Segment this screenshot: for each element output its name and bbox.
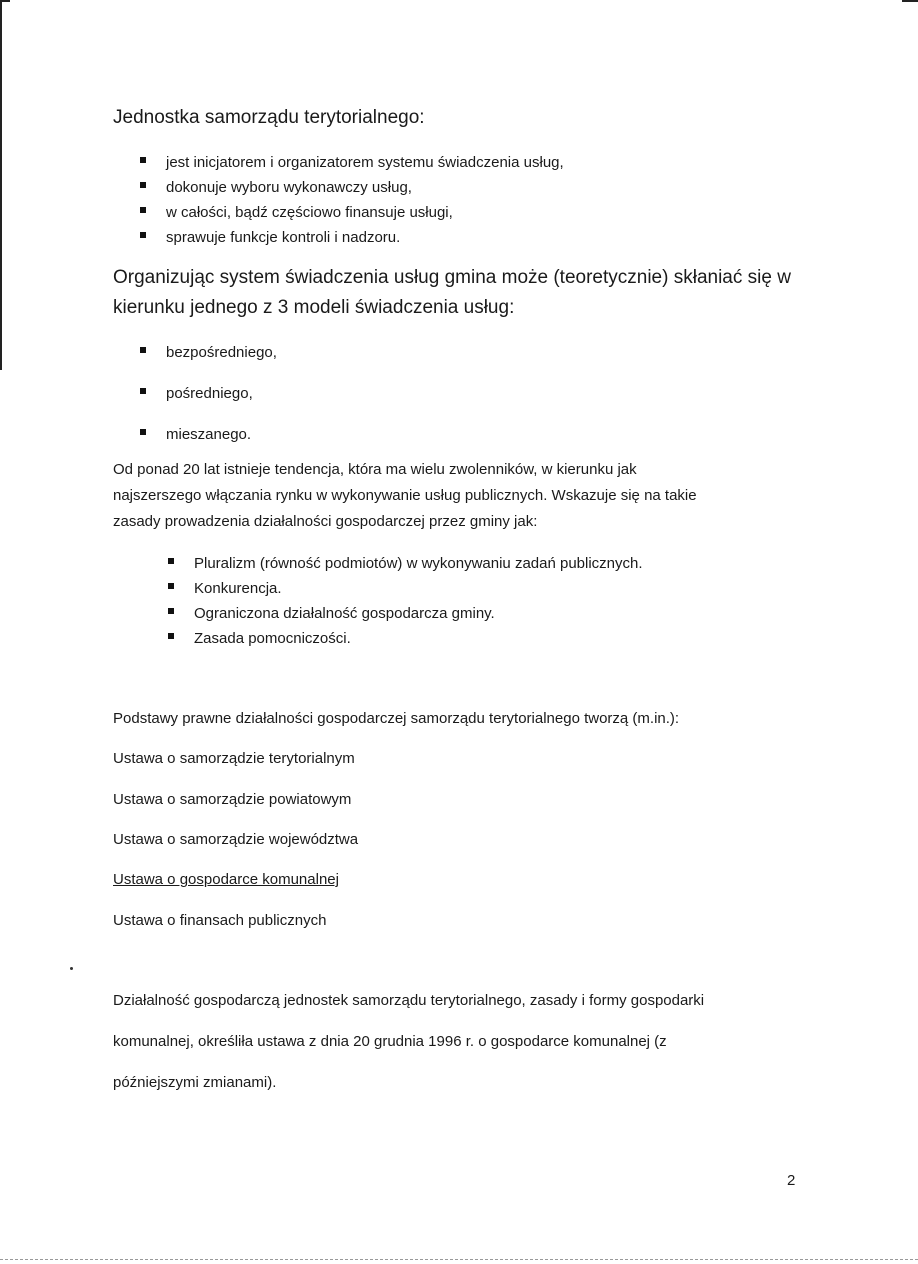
list-item: Konkurencja. (166, 576, 643, 601)
section2-heading-line1: Organizując system świadczenia usług gmina może (teoretycznie) skłaniać się w (113, 267, 791, 288)
law-item-link[interactable]: Ustawa o gospodarce komunalnej (113, 871, 339, 888)
list-item: sprawuje funkcje kontroli i nadzoru. (138, 225, 564, 250)
page-number: 2 (787, 1172, 796, 1189)
list-item: w całości, bądź częściowo finansuje usługi, (138, 200, 564, 225)
list-item: Pluralizm (równość podmiotów) w wykonywaniu zadań publicznych. (166, 551, 643, 576)
law-item: Ustawa o samorządzie powiatowym (113, 791, 352, 808)
paragraph-line: najszerszego włączania rynku w wykonywanie usług publicznych. Wskazuje się na takie (113, 487, 697, 504)
scan-edge-top (0, 0, 10, 2)
paragraph-line: Od ponad 20 lat istnieje tendencja, która ma wielu zwolenników, w kierunku jak (113, 461, 637, 478)
scan-edge-top-right (902, 0, 918, 2)
scan-speck (70, 967, 73, 970)
paragraph-line: zasady prowadzenia działalności gospodarczej przez gminy jak: (113, 513, 538, 530)
list-item: jest inicjatorem i organizatorem systemu świadczenia usług, (138, 150, 564, 175)
models-list (138, 340, 277, 463)
section1-heading: Jednostka samorządu terytorialnego: (113, 107, 425, 128)
list-item: bezpośredniego, (138, 340, 277, 381)
list-item: dokonuje wyboru wykonawczy usług, (138, 175, 564, 200)
law-item: Ustawa o samorządzie województwa (113, 831, 359, 848)
law-item: Ustawa o finansach publicznych (113, 912, 327, 929)
scan-edge-left (0, 0, 2, 370)
responsibilities-list (138, 150, 564, 250)
paragraph-line: komunalnej, określiła ustawa z dnia 20 grudnia 1996 r. o gospodarce komunalnej (z (113, 1033, 667, 1050)
list-item: Ograniczona działalność gospodarcza gminy. (166, 601, 643, 626)
law-item: Ustawa o samorządzie terytorialnym (113, 750, 355, 767)
principles-list (166, 551, 643, 651)
section2-heading-line2: kierunku jednego z 3 modeli świadczenia usług: (113, 297, 515, 318)
scan-edge-bottom (0, 1259, 918, 1260)
list-item: mieszanego. (138, 422, 277, 463)
list-item: pośredniego, (138, 381, 277, 422)
paragraph-line: Działalność gospodarczą jednostek samorządu terytorialnego, zasady i formy gospodarki (113, 992, 705, 1009)
paragraph-line: późniejszymi zmianami). (113, 1074, 277, 1091)
list-item: Zasada pomocniczości. (166, 626, 643, 651)
legal-basis-intro: Podstawy prawne działalności gospodarczej samorządu terytorialnego tworzą (m.in.): (113, 710, 680, 727)
